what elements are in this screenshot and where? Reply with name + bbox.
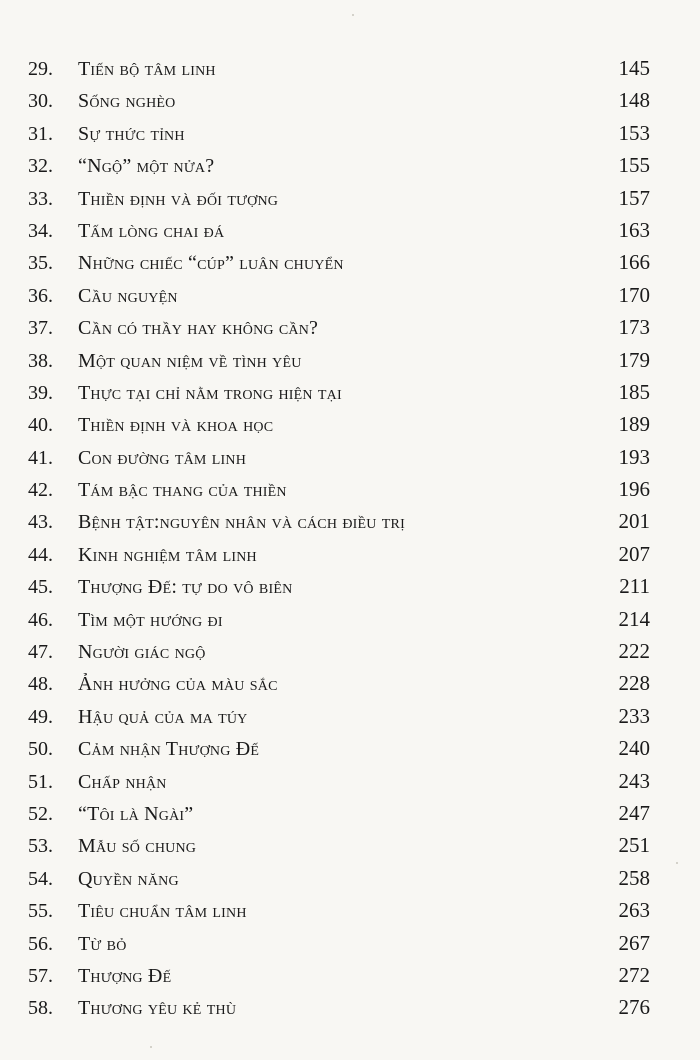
toc-entry <box>28 542 650 574</box>
toc-entry-title: Chấp nhận <box>78 770 167 793</box>
toc-entry <box>28 315 650 347</box>
toc-entry <box>28 186 650 218</box>
toc-entry <box>28 477 650 509</box>
toc-entry <box>28 412 650 444</box>
paper-speck <box>676 862 678 864</box>
toc-entry-number: 45. <box>28 576 53 599</box>
toc-entry-page-number: 163 <box>618 217 650 242</box>
toc-entry <box>28 445 650 477</box>
paper-speck <box>352 14 354 16</box>
toc-entry-title: “Ngộ” một nửa? <box>78 155 215 178</box>
toc-entry-number: 58. <box>28 997 53 1020</box>
toc-entry <box>28 704 650 736</box>
toc-entry-number: 44. <box>28 543 53 566</box>
toc-entry <box>28 736 650 768</box>
toc-entry-page-number: 267 <box>618 930 650 955</box>
toc-entry <box>28 833 650 865</box>
toc-entry-number: 32. <box>28 155 53 178</box>
toc-entry-title: “Tôi là Ngài” <box>78 802 194 825</box>
toc-entry <box>28 801 650 833</box>
toc-entry-page-number: 222 <box>618 639 650 664</box>
toc-entry <box>28 866 650 898</box>
toc-entry-number: 38. <box>28 349 53 372</box>
toc-entry-page-number: 170 <box>618 282 650 307</box>
toc-entry-number: 57. <box>28 964 53 987</box>
toc-entry-title: Tìm một hướng đi <box>78 608 223 631</box>
toc-entry-page-number: 145 <box>618 56 650 80</box>
toc-entry-number: 51. <box>28 770 53 793</box>
toc-entry-title: Sống nghèo <box>78 90 176 113</box>
toc-entry <box>28 56 650 88</box>
toc-entry-page-number: 247 <box>618 800 650 825</box>
toc-entry-page-number: 193 <box>618 444 650 469</box>
toc-entry <box>28 931 650 963</box>
toc-entry-number: 47. <box>28 641 53 664</box>
toc-entry <box>28 283 650 315</box>
toc-entry-number: 31. <box>28 122 53 145</box>
toc-entry-number: 56. <box>28 932 53 955</box>
toc-entry-page-number: 211 <box>619 574 650 599</box>
toc-entry-title: Thượng Đế <box>78 964 172 987</box>
toc-entry-title: Con đường tâm linh <box>78 446 247 469</box>
toc-entry <box>28 88 650 120</box>
toc-entry-page-number: 179 <box>618 347 650 372</box>
toc-entry-title: Cầu nguyện <box>78 284 178 307</box>
toc-entry-title: Mẫu số chung <box>78 835 197 858</box>
toc-entry-number: 55. <box>28 900 53 923</box>
toc-entry-title: Thực tại chỉ nằm trong hiện tại <box>78 381 342 404</box>
paper-speck <box>150 1046 152 1048</box>
toc-entry-title: Từ bỏ <box>78 932 127 955</box>
toc-entry <box>28 153 650 185</box>
toc-entry-title: Một quan niệm về tình yêu <box>78 349 302 372</box>
toc-entry-number: 54. <box>28 867 53 890</box>
toc-entry-title: Kinh nghiệm tâm linh <box>78 543 257 566</box>
toc-entry-title: Cần có thầy hay không cần? <box>78 317 319 340</box>
table-of-contents <box>28 56 650 1028</box>
toc-entry-page-number: 185 <box>618 379 650 404</box>
toc-entry <box>28 639 650 671</box>
toc-entry-title: Thương yêu kẻ thù <box>78 997 237 1020</box>
toc-entry <box>28 671 650 703</box>
toc-entry <box>28 121 650 153</box>
toc-entry-page-number: 148 <box>618 88 650 113</box>
toc-entry-page-number: 228 <box>618 671 650 696</box>
toc-entry-number: 49. <box>28 705 53 728</box>
toc-entry-page-number: 240 <box>618 736 650 761</box>
toc-entry-title: Thiền định và đối tượng <box>78 187 279 210</box>
toc-entry-number: 53. <box>28 835 53 858</box>
toc-entry-title: Quyền năng <box>78 867 179 890</box>
toc-entry-page-number: 258 <box>618 865 650 890</box>
toc-entry-title: Người giác ngộ <box>78 641 206 664</box>
toc-entry-page-number: 233 <box>618 703 650 728</box>
toc-entry-number: 52. <box>28 802 53 825</box>
toc-entry-title: Bệnh tật:nguyên nhân và cách điều trị <box>78 511 405 534</box>
toc-entry-page-number: 166 <box>618 250 650 275</box>
toc-entry-title: Tấm lòng chai đá <box>78 219 225 242</box>
toc-entry-page-number: 207 <box>618 541 650 566</box>
toc-entry <box>28 574 650 606</box>
toc-entry-page-number: 155 <box>618 153 650 178</box>
toc-entry-page-number: 214 <box>618 606 650 631</box>
toc-entry <box>28 607 650 639</box>
toc-entry-page-number: 276 <box>618 995 650 1020</box>
toc-entry-page-number: 196 <box>618 477 650 502</box>
toc-entry-number: 33. <box>28 187 53 210</box>
toc-entry-title: Những chiếc “cúp” luân chuyển <box>78 252 344 275</box>
toc-entry-number: 41. <box>28 446 53 469</box>
toc-entry-page-number: 272 <box>618 962 650 987</box>
toc-entry-number: 36. <box>28 284 53 307</box>
toc-entry-number: 34. <box>28 219 53 242</box>
toc-entry-number: 46. <box>28 608 53 631</box>
toc-entry <box>28 509 650 541</box>
toc-entry-page-number: 189 <box>618 412 650 437</box>
toc-entry-number: 43. <box>28 511 53 534</box>
toc-entry-title: Cảm nhận Thượng Đế <box>78 738 260 761</box>
toc-entry <box>28 995 650 1027</box>
toc-entry-title: Thiền định và khoa học <box>78 414 274 437</box>
toc-entry-page-number: 173 <box>618 315 650 340</box>
toc-entry-page-number: 263 <box>618 898 650 923</box>
toc-entry <box>28 769 650 801</box>
toc-entry-number: 37. <box>28 317 53 340</box>
toc-entry <box>28 380 650 412</box>
toc-entry-number: 35. <box>28 252 53 275</box>
toc-entry-number: 39. <box>28 381 53 404</box>
toc-entry-page-number: 153 <box>618 120 650 145</box>
toc-entry <box>28 218 650 250</box>
toc-entry-title: Hậu quả của ma túy <box>78 705 248 728</box>
toc-entry-number: 29. <box>28 58 53 80</box>
toc-entry-number: 42. <box>28 479 53 502</box>
toc-entry <box>28 963 650 995</box>
toc-entry-title: Thượng Đế: tự do vô biên <box>78 576 293 599</box>
toc-entry-number: 50. <box>28 738 53 761</box>
toc-entry <box>28 348 650 380</box>
toc-entry-title: Tám bậc thang của thiền <box>78 479 287 502</box>
toc-entry-page-number: 201 <box>618 509 650 534</box>
toc-entry-page-number: 157 <box>618 185 650 210</box>
toc-entry-title: Tiêu chuẩn tâm linh <box>78 900 247 923</box>
toc-entry-number: 48. <box>28 673 53 696</box>
toc-entry <box>28 898 650 930</box>
toc-entry-title: Ảnh hưởng của màu sắc <box>78 673 278 696</box>
toc-entry-title: Tiến bộ tâm linh <box>78 58 216 80</box>
toc-entry-number: 40. <box>28 414 53 437</box>
toc-entry-number: 30. <box>28 90 53 113</box>
toc-entry <box>28 250 650 282</box>
toc-entry-page-number: 243 <box>618 768 650 793</box>
toc-entry-page-number: 251 <box>618 833 650 858</box>
toc-entry-title: Sự thức tỉnh <box>78 122 185 145</box>
